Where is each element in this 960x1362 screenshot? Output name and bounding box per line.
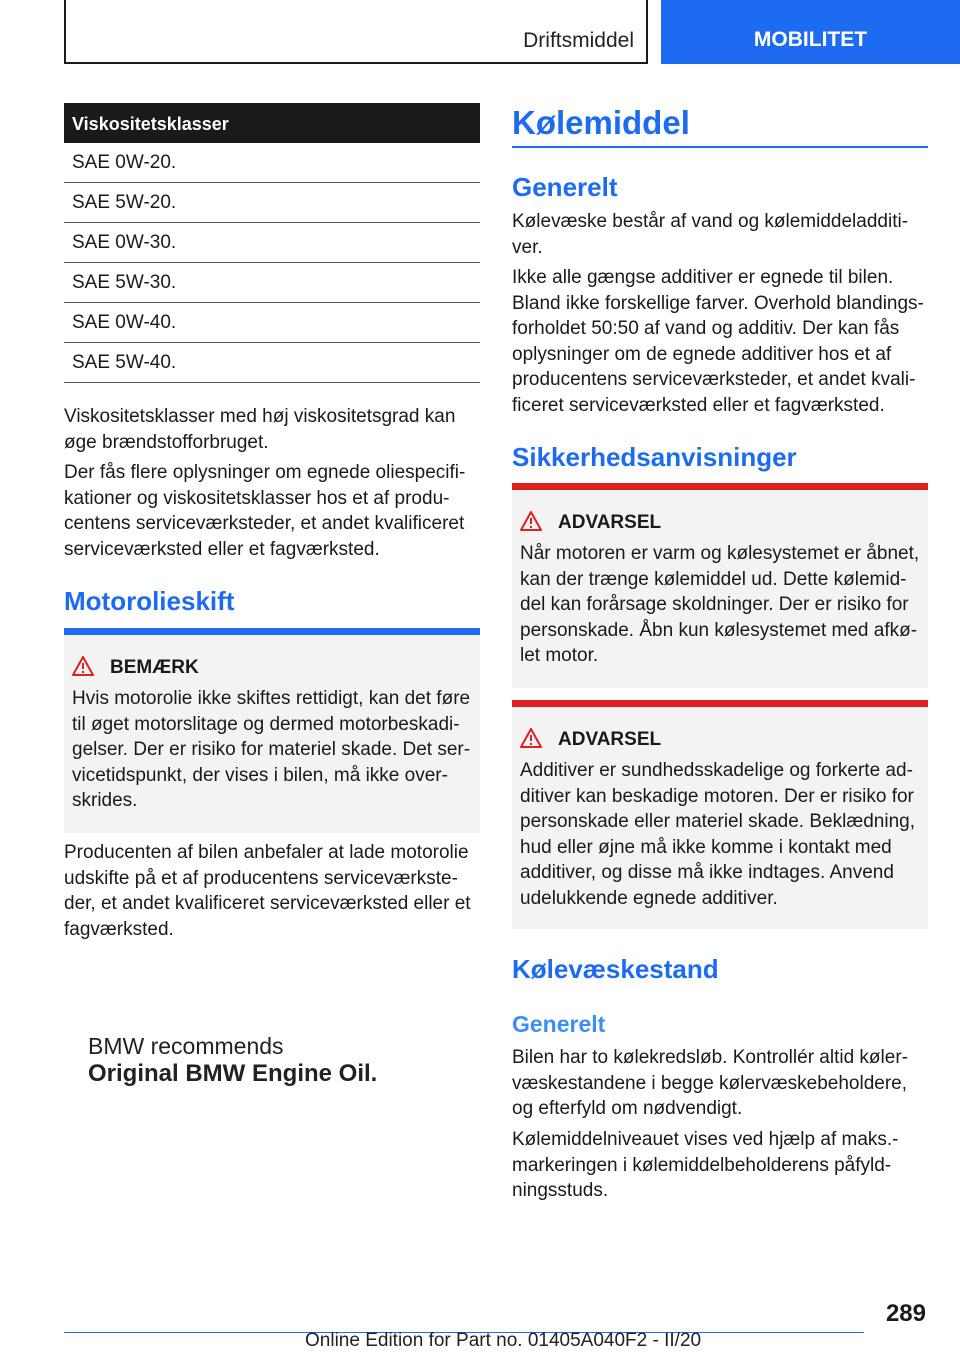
warning-bar <box>512 483 928 490</box>
text-line: Hvis motorolie ikke skiftes rettidigt, kan det føre <box>72 688 471 709</box>
text-line: personskade eller materiel skade. Beklædning, <box>520 811 915 832</box>
text-line: udelukkende egnede additiver. <box>520 887 778 909</box>
text-line: ditiver kan beskadige motoren. Der er risiko for <box>520 785 914 807</box>
notice-text <box>72 686 474 814</box>
text-line: del kan forårsage skoldninger. Der er risiko for <box>520 594 909 615</box>
notice-label: BEMÆRK <box>110 657 199 678</box>
text-line: og efterfyld om nødvendigt. <box>512 1098 743 1119</box>
warning-bar <box>512 700 928 707</box>
heading-oil-change: Motorolieskift <box>64 586 235 616</box>
notice-box <box>64 628 480 833</box>
header-section-label: Driftsmiddel <box>523 29 634 52</box>
viscosity-table <box>64 103 480 383</box>
text-line: Additiver er sundhedsskadelige og forkerte ad- <box>520 760 913 781</box>
warning-box-2 <box>512 700 928 929</box>
text-line: væskestandene i begge kølervæskebeholdere, <box>512 1072 908 1094</box>
oil-spec-note <box>64 460 480 562</box>
oil-ad-line2: Original BMW Engine Oil. <box>88 1060 378 1087</box>
notice-title <box>72 656 199 679</box>
table-row: SAE 5W-30. <box>64 263 480 303</box>
text-line: producentens serviceværksteder, et andet kvali- <box>512 369 916 390</box>
text-line: Der fås flere oplysninger om egnede oliespecifi- <box>64 462 466 483</box>
heading-general: Generelt <box>512 172 618 202</box>
text-line: ficeret serviceværksted eller et fagværksted. <box>512 394 885 416</box>
text-line: centens serviceværksteder, et andet kvalificeret <box>64 513 465 534</box>
text-line: markeringen i kølemiddelbeholderens påfyld- <box>512 1154 892 1176</box>
text-line: Når motoren er varm og kølesystemet er åbnet, <box>520 543 920 564</box>
text-line: forholdet 50:50 af vand og additiv. Der kan fås <box>512 318 900 339</box>
text-line: Viskositetsklasser med høj viskositetsgrad kan <box>64 406 456 427</box>
text-line: ver. <box>512 236 543 258</box>
title-underline <box>512 146 928 148</box>
text-line: personskade. Åbn kun kølesystemet med afkø- <box>520 619 918 641</box>
page-number: 289 <box>885 1300 926 1327</box>
text-line: ningsstuds. <box>512 1180 609 1201</box>
text-line: kan der trænge kølemiddel ud. Dette kølemid- <box>520 568 907 590</box>
text-line: vicetidspunkt, der vises i bilen, må ikke over- <box>72 764 448 786</box>
text-line: der, et andet kvalificeret serviceværksted eller et <box>64 893 471 914</box>
bmw-oil-logo <box>88 1033 377 1087</box>
text-line: serviceværksted eller et fagværksted. <box>64 538 380 560</box>
text-line: Bland ikke forskellige farver. Overhold blandings- <box>512 292 924 314</box>
header-section-tab <box>64 0 648 64</box>
header-chapter-tab: MOBILITET <box>661 0 960 64</box>
text-line: Kølevæske består af vand og kølemiddeladditi- <box>512 211 909 232</box>
coolant-composition <box>512 209 928 260</box>
heading-coolant-level: Kølevæskestand <box>512 954 719 984</box>
text-line: Ikke alle gængse additiver er egnede til bilen. <box>512 267 894 288</box>
additive-note <box>512 265 928 418</box>
text-line: kationer og viskositetsklasser hos et af produ- <box>64 487 450 509</box>
notice-bar <box>64 628 480 635</box>
table-row: SAE 5W-40. <box>64 343 480 383</box>
text-line: Kølemiddelniveauet vises ved hjælp af maks.- <box>512 1129 899 1150</box>
warning-triangle-icon <box>520 511 542 531</box>
warning-label: ADVARSEL <box>558 512 662 533</box>
subheading-general: Generelt <box>512 1011 606 1037</box>
warning-title <box>520 728 661 751</box>
oil-ad-line1: BMW recommends <box>88 1033 284 1059</box>
table-header: Viskositetsklasser <box>64 103 480 143</box>
text-line: skrides. <box>72 790 138 811</box>
text-line: Bilen har to kølekredsløb. Kontrollér altid køler- <box>512 1047 908 1068</box>
manufacturer-recommendation <box>64 840 480 942</box>
viscosity-note <box>64 404 480 455</box>
coolant-level-note <box>512 1127 928 1204</box>
warning-text <box>520 758 922 911</box>
text-line: gelser. Der er risiko for materiel skade. Det ser- <box>72 739 471 760</box>
coolant-circuits-note <box>512 1045 928 1122</box>
footer-edition: Online Edition for Part no. 01405A040F2 - II/20 <box>305 1330 702 1351</box>
warning-box-1 <box>512 483 928 688</box>
table-row: SAE 0W-20. <box>64 143 480 183</box>
table-row: SAE 0W-40. <box>64 303 480 343</box>
heading-safety: Sikkerhedsanvisninger <box>512 442 797 472</box>
text-line: øge brændstofforbruget. <box>64 431 269 453</box>
table-row: SAE 0W-30. <box>64 223 480 263</box>
warning-text <box>520 541 922 669</box>
warning-triangle-icon <box>520 728 542 748</box>
text-line: hud eller øjne må ikke komme i kontakt med <box>520 836 892 858</box>
table-row: SAE 5W-20. <box>64 183 480 223</box>
warning-label: ADVARSEL <box>558 729 662 750</box>
text-line: fagværksted. <box>64 918 174 940</box>
page-title: Kølemiddel <box>512 104 690 141</box>
text-line: til øget motorslitage og dermed motorbeskadi- <box>72 713 460 735</box>
text-line: Producenten af bilen anbefaler at lade motorolie <box>64 842 469 863</box>
text-line: udskifte på et af producentens serviceværkste- <box>64 867 458 889</box>
warning-triangle-icon <box>72 656 94 676</box>
text-line: oplysninger om de egnede additiver hos et af <box>512 343 892 365</box>
text-line: let motor. <box>520 645 599 666</box>
text-line: additiver, og disse må ikke indtages. Anvend <box>520 862 894 883</box>
warning-title <box>520 511 661 534</box>
